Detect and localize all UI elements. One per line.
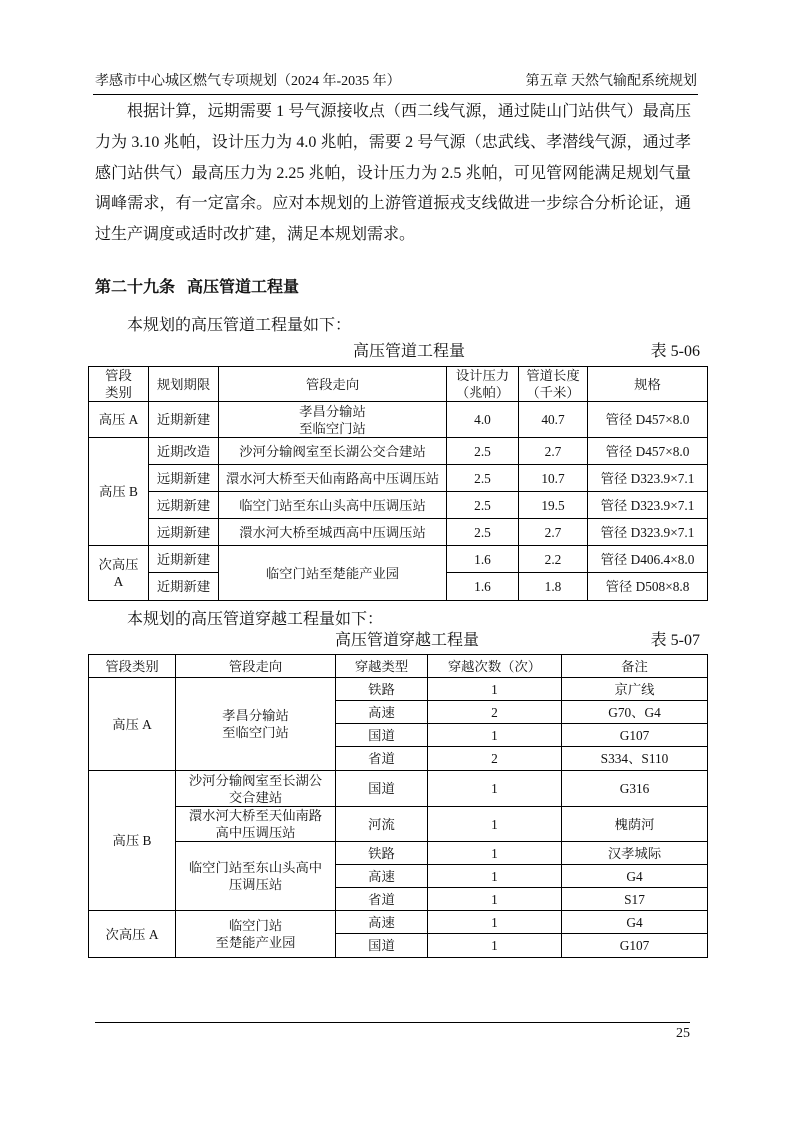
col-header-length: 管道长度 （千米）	[519, 367, 588, 402]
col-header-note: 备注	[562, 655, 708, 678]
cell-spec: 管径 D323.9×7.1	[588, 519, 708, 546]
cell-length: 1.8	[519, 573, 588, 601]
running-header	[93, 72, 698, 95]
cell-route: 澴水河大桥至城西高中压调压站	[219, 519, 447, 546]
footer-rule	[95, 1022, 690, 1023]
cell-route: 澴水河大桥至天仙南路 高中压调压站	[176, 807, 336, 842]
intro-paragraph: 根据计算，远期需要 1 号气源接收点（西二线气源，通过陡山门站供气）最高压力为 3.10 兆帕，设计压力为 4.0 兆帕，需要 2 号气源（忠武线、孝潜线气源，通过孝感门站供气）最高压力为 2.25 兆帕，设计压力为 2.5 兆帕，可见管网能满足规划气量调峰需求，有一定富余。应对本规划的上游管道振戎支线做进一步综合分析论证，通过生产调度或适时改扩建，满足本规划需求。	[95, 103, 691, 244]
cell-crossing-type: 高速	[336, 911, 428, 934]
cell-crossing-count: 2	[428, 701, 562, 724]
cell-crossing-type: 省道	[336, 888, 428, 911]
cell-crossing-count: 1	[428, 865, 562, 888]
cell-category: 高压 A	[89, 678, 176, 771]
cell-crossing-type: 国道	[336, 934, 428, 958]
page-number: 25	[676, 1026, 690, 1041]
cell-note: G316	[562, 771, 708, 807]
cell-route: 沙河分输阀室至长湖公 交合建站	[176, 771, 336, 807]
cell-crossing-count: 1	[428, 807, 562, 842]
cell-category: 高压 A	[89, 402, 149, 438]
cell-pressure: 4.0	[447, 402, 519, 438]
cell-note: G107	[562, 934, 708, 958]
cell-period: 远期新建	[149, 465, 219, 492]
cell-note: 槐荫河	[562, 807, 708, 842]
table-lead-text: 本规划的高压管道穿越工程量如下：	[127, 611, 384, 628]
cell-note: 汉孝城际	[562, 842, 708, 865]
table-row	[89, 465, 708, 492]
cell-spec: 管径 D406.4×8.0	[588, 546, 708, 573]
cell-route: 沙河分输阀室至长湖公交合建站	[219, 438, 447, 465]
table-row	[89, 519, 708, 546]
cell-pressure: 2.5	[447, 438, 519, 465]
table-title: 高压管道工程量	[353, 343, 466, 360]
document-title: 孝感市中心城区燃气专项规划（2024 年-2035 年）	[95, 74, 401, 89]
cell-crossing-count: 1	[428, 678, 562, 701]
cell-crossing-type: 河流	[336, 807, 428, 842]
table-number: 表 5-07	[650, 632, 700, 649]
table-row	[89, 492, 708, 519]
cell-crossing-count: 1	[428, 842, 562, 865]
cell-spec: 管径 D323.9×7.1	[588, 492, 708, 519]
col-header-route: 管段走向	[219, 367, 447, 402]
cell-route: 临空门站至东山头高中 压调压站	[176, 842, 336, 911]
col-header-route: 管段走向	[176, 655, 336, 678]
cell-period: 近期新建	[149, 546, 219, 573]
cell-length: 2.2	[519, 546, 588, 573]
cell-crossing-count: 1	[428, 888, 562, 911]
cell-period: 近期改造	[149, 438, 219, 465]
col-header-category: 管段 类别	[89, 367, 149, 402]
table-header-row	[89, 367, 708, 402]
cell-category: 高压 B	[89, 771, 176, 911]
table-row	[89, 678, 708, 701]
table-row	[89, 807, 708, 842]
col-header-category: 管段类别	[89, 655, 176, 678]
cell-route: 孝昌分输站 至临空门站	[176, 678, 336, 771]
col-header-period: 规划期限	[149, 367, 219, 402]
cell-crossing-count: 1	[428, 724, 562, 747]
table-title: 高压管道穿越工程量	[335, 632, 480, 649]
pipeline-quantity-table	[88, 366, 708, 601]
cell-length: 10.7	[519, 465, 588, 492]
cell-period: 远期新建	[149, 492, 219, 519]
cell-pressure: 1.6	[447, 573, 519, 601]
cell-note: G4	[562, 911, 708, 934]
table-row	[89, 771, 708, 807]
article-number: 第二十九条	[95, 279, 176, 296]
chapter-title: 第五章 天然气输配系统规划	[525, 74, 697, 89]
cell-pressure: 2.5	[447, 492, 519, 519]
cell-spec: 管径 D323.9×7.1	[588, 465, 708, 492]
col-header-pressure: 设计压力 （兆帕）	[447, 367, 519, 402]
cell-period: 远期新建	[149, 519, 219, 546]
cell-note: G107	[562, 724, 708, 747]
cell-crossing-count: 1	[428, 934, 562, 958]
cell-route: 澴水河大桥至天仙南路高中压调压站	[219, 465, 447, 492]
table-row	[89, 402, 708, 438]
table-lead-text: 本规划的高压管道工程量如下：	[127, 317, 352, 334]
table-row	[89, 911, 708, 934]
cell-route: 孝昌分输站 至临空门站	[219, 402, 447, 438]
cell-crossing-type: 铁路	[336, 842, 428, 865]
cell-period: 近期新建	[149, 402, 219, 438]
pipeline-crossing-table	[88, 654, 708, 958]
cell-crossing-count: 1	[428, 771, 562, 807]
cell-length: 40.7	[519, 402, 588, 438]
cell-crossing-type: 高速	[336, 865, 428, 888]
cell-crossing-count: 1	[428, 911, 562, 934]
cell-category: 次高压 A	[89, 546, 149, 601]
cell-pressure: 1.6	[447, 546, 519, 573]
cell-note: 京广线	[562, 678, 708, 701]
cell-route: 临空门站至东山头高中压调压站	[219, 492, 447, 519]
cell-spec: 管径 D457×8.0	[588, 438, 708, 465]
cell-length: 2.7	[519, 519, 588, 546]
col-header-crossing-type: 穿越类型	[336, 655, 428, 678]
cell-crossing-type: 国道	[336, 771, 428, 807]
cell-length: 19.5	[519, 492, 588, 519]
col-header-crossing-count: 穿越次数（次）	[428, 655, 562, 678]
cell-crossing-count: 2	[428, 747, 562, 771]
col-header-spec: 规格	[588, 367, 708, 402]
cell-length: 2.7	[519, 438, 588, 465]
cell-category: 高压 B	[89, 438, 149, 546]
table-row	[89, 438, 708, 465]
table-caption	[88, 340, 707, 364]
table-caption	[88, 629, 707, 653]
table-number: 表 5-06	[650, 343, 700, 360]
table-row	[89, 546, 708, 573]
cell-note: S334、S110	[562, 747, 708, 771]
cell-route: 临空门站 至楚能产业园	[176, 911, 336, 958]
cell-crossing-type: 铁路	[336, 678, 428, 701]
cell-crossing-type: 国道	[336, 724, 428, 747]
cell-category: 次高压 A	[89, 911, 176, 958]
cell-period: 近期新建	[149, 573, 219, 601]
cell-pressure: 2.5	[447, 465, 519, 492]
cell-note: G70、G4	[562, 701, 708, 724]
cell-spec: 管径 D508×8.8	[588, 573, 708, 601]
table-header-row	[89, 655, 708, 678]
table-row	[89, 842, 708, 865]
cell-pressure: 2.5	[447, 519, 519, 546]
cell-spec: 管径 D457×8.0	[588, 402, 708, 438]
cell-route: 临空门站至楚能产业园	[219, 546, 447, 601]
section-heading	[95, 276, 299, 300]
cell-crossing-type: 省道	[336, 747, 428, 771]
article-title: 高压管道工程量	[187, 279, 300, 296]
cell-note: G4	[562, 865, 708, 888]
cell-note: S17	[562, 888, 708, 911]
cell-crossing-type: 高速	[336, 701, 428, 724]
